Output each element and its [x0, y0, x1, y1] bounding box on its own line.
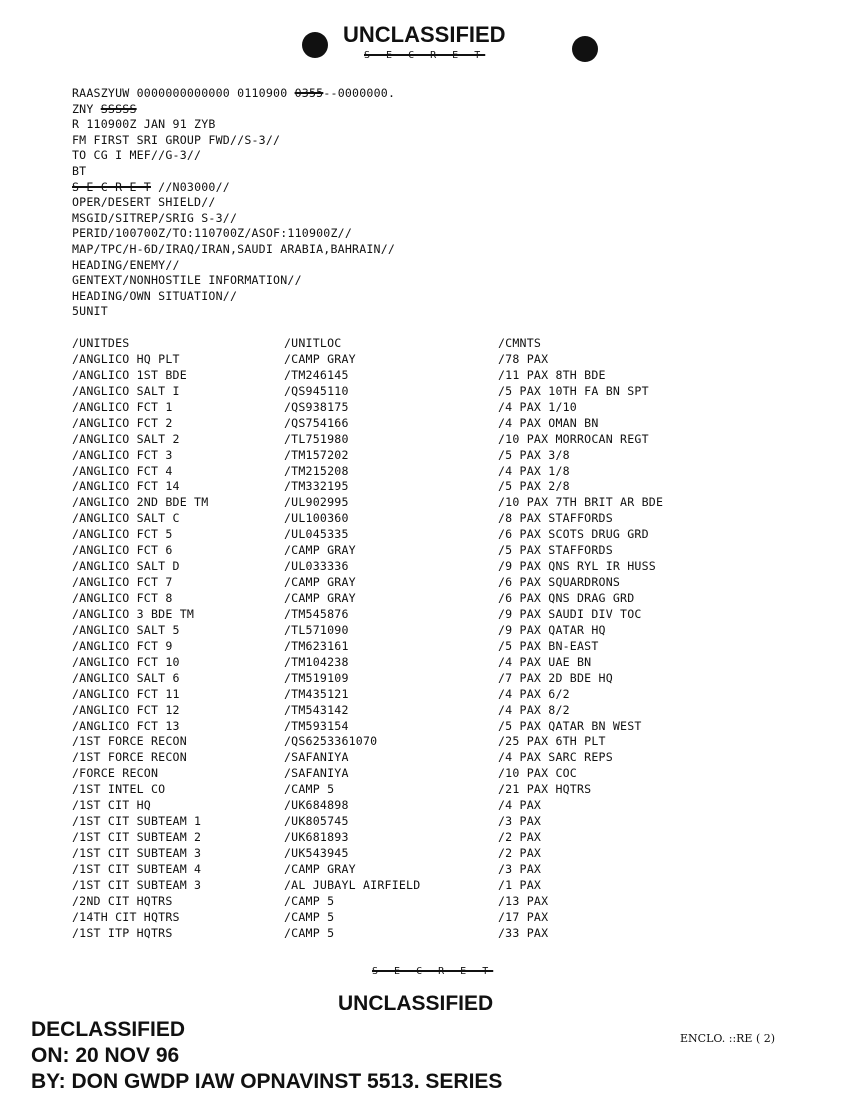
- cell-unitdes: /ANGLICO SALT 5: [72, 622, 180, 637]
- table-row: [72, 862, 758, 878]
- cell-unitdes: /1ST CIT SUBTEAM 3: [72, 877, 202, 892]
- message-line: [72, 242, 395, 258]
- table-row: [72, 464, 758, 480]
- cell-unitloc: /QS938175: [284, 399, 349, 414]
- column-header-unitloc: /UNITLOC: [284, 336, 342, 350]
- cell-cmnts: /33 PAX: [498, 925, 549, 940]
- cell-unitloc: /TM104238: [284, 654, 349, 669]
- table-row: [72, 655, 758, 671]
- table-row: [72, 639, 758, 655]
- cell-unitdes: /1ST CIT SUBTEAM 4: [72, 861, 202, 876]
- cell-unitdes: /ANGLICO 1ST BDE: [72, 367, 187, 382]
- cell-cmnts: /1 PAX: [498, 877, 542, 892]
- cell-unitdes: /ANGLICO FCT 10: [72, 654, 180, 669]
- table-row: [72, 926, 758, 942]
- cell-unitloc: /QS754166: [284, 415, 349, 430]
- unit-table: [72, 336, 758, 942]
- cell-unitloc: /AL JUBAYL AIRFIELD: [284, 877, 421, 892]
- table-row: [72, 543, 758, 559]
- message-line: [72, 211, 395, 227]
- table-row: [72, 575, 758, 591]
- message-line: [72, 117, 395, 133]
- cell-unitloc: /UL045335: [284, 527, 349, 542]
- cell-unitdes: /ANGLICO FCT 5: [72, 527, 173, 542]
- table-row: [72, 687, 758, 703]
- cell-cmnts: /3 PAX: [498, 861, 542, 876]
- cell-unitdes: /ANGLICO FCT 13: [72, 718, 180, 733]
- table-row: [72, 479, 758, 495]
- table-row: [72, 846, 758, 862]
- message-line-text: RAASZYUW 0000000000000 0110900: [72, 86, 295, 100]
- cell-unitloc: /CAMP GRAY: [284, 575, 356, 590]
- table-row: [72, 511, 758, 527]
- redaction-strike: S E C R E T: [72, 179, 151, 194]
- declassified-authority: BY: DON GWDP IAW OPNAVINST 5513. SERIES: [31, 1070, 503, 1093]
- table-row: [72, 878, 758, 894]
- message-line-text: PERID/100700Z/TO:110700Z/ASOF:110900Z//: [72, 226, 353, 241]
- cell-unitloc: /TM435121: [284, 686, 349, 701]
- cell-cmnts: /25 PAX 6TH PLT: [498, 734, 606, 749]
- cell-cmnts: /11 PAX 8TH BDE: [498, 367, 606, 382]
- cell-unitloc: /CAMP GRAY: [284, 543, 356, 558]
- cell-cmnts: /17 PAX: [498, 909, 549, 924]
- message-line: [72, 258, 395, 274]
- cell-cmnts: /5 PAX QATAR BN WEST: [498, 718, 642, 733]
- table-row: [72, 448, 758, 464]
- punch-hole-right: [572, 36, 598, 62]
- cell-cmnts: /5 PAX 2/8: [498, 479, 570, 494]
- table-row: [72, 750, 758, 766]
- table-row: [72, 623, 758, 639]
- message-line-text: MSGID/SITREP/SRIG S-3//: [72, 210, 238, 225]
- cell-cmnts: /6 PAX SCOTS DRUG GRD: [498, 527, 649, 542]
- cell-unitloc: /UK543945: [284, 846, 349, 860]
- table-row: [72, 384, 758, 400]
- message-line-text: 5UNIT: [72, 304, 108, 319]
- cell-unitloc: /TM332195: [284, 479, 349, 494]
- top-classification: UNCLASSIFIED: [343, 22, 506, 47]
- table-row: [72, 559, 758, 575]
- cell-cmnts: /4 PAX 6/2: [498, 686, 570, 701]
- table-row: [72, 910, 758, 926]
- cell-unitdes: /ANGLICO FCT 7: [72, 575, 173, 590]
- cell-cmnts: /7 PAX 2D BDE HQ: [498, 670, 613, 685]
- table-row: [72, 814, 758, 830]
- cell-unitdes: /1ST ITP HQTRS: [72, 925, 173, 940]
- message-line-text: OPER/DESERT SHIELD//: [72, 195, 216, 210]
- table-row: [72, 352, 758, 368]
- cell-unitloc: /CAMP 5: [284, 909, 335, 924]
- cell-unitdes: /1ST CIT SUBTEAM 3: [72, 846, 202, 860]
- message-line-text: R 110900Z JAN 91 ZYB: [72, 117, 216, 132]
- punch-hole-left: [302, 32, 328, 58]
- table-row: [72, 495, 758, 511]
- message-line: [72, 226, 395, 242]
- message-line-text: HEADING/OWN SITUATION//: [72, 288, 238, 303]
- cell-unitdes: /ANGLICO FCT 12: [72, 702, 180, 717]
- cell-unitloc: /CAMP GRAY: [284, 351, 356, 366]
- column-header-cmnts: /CMNTS: [498, 336, 542, 350]
- table-row: [72, 527, 758, 543]
- cell-unitloc: /QS945110: [284, 383, 349, 398]
- cell-cmnts: /8 PAX STAFFORDS: [498, 511, 613, 526]
- cell-unitdes: /ANGLICO SALT C: [72, 511, 180, 526]
- table-row: [72, 432, 758, 448]
- cell-unitdes: /ANGLICO HQ PLT: [72, 351, 180, 366]
- cell-unitdes: /ANGLICO FCT 1: [72, 399, 173, 414]
- cell-unitdes: /ANGLICO FCT 2: [72, 415, 173, 430]
- table-row: [72, 703, 758, 719]
- cell-unitloc: /TM543142: [284, 702, 349, 717]
- cell-unitloc: /CAMP 5: [284, 925, 335, 940]
- cell-cmnts: /13 PAX: [498, 893, 549, 908]
- cell-unitloc: /UK684898: [284, 798, 349, 813]
- message-line: [72, 148, 395, 164]
- message-line: [72, 289, 395, 305]
- table-row: [72, 400, 758, 416]
- cell-unitloc: /CAMP 5: [284, 893, 335, 908]
- message-line: [72, 133, 395, 149]
- declassified-label: DECLASSIFIED: [31, 1018, 186, 1041]
- message-line-text: HEADING/ENEMY//: [72, 257, 180, 272]
- cell-unitloc: /CAMP GRAY: [284, 591, 356, 605]
- cell-unitdes: /ANGLICO FCT 9: [72, 638, 173, 653]
- cell-cmnts: /4 PAX 8/2: [498, 702, 570, 717]
- cell-unitloc: /TM545876: [284, 606, 349, 621]
- cell-unitdes: /ANGLICO SALT I: [72, 383, 180, 398]
- cell-cmnts: /6 PAX QNS DRAG GRD: [498, 591, 635, 605]
- redaction-strike: SSSSS: [100, 101, 137, 116]
- cell-unitdes: /FORCE RECON: [72, 766, 159, 781]
- bottom-classification: UNCLASSIFIED: [338, 992, 494, 1015]
- cell-unitdes: /2ND CIT HQTRS: [72, 893, 173, 908]
- cell-unitloc: /SAFANIYA: [284, 750, 349, 765]
- cell-cmnts: /5 PAX 10TH FA BN SPT: [498, 383, 649, 398]
- table-row: [72, 830, 758, 846]
- cell-unitloc: /UL902995: [284, 495, 349, 510]
- message-line: [72, 180, 395, 196]
- table-body: [72, 352, 758, 942]
- cell-cmnts: /4 PAX OMAN BN: [498, 415, 599, 430]
- cell-unitdes: /1ST CIT HQ: [72, 798, 151, 813]
- table-row: [72, 671, 758, 687]
- cell-unitdes: /1ST INTEL CO: [72, 782, 166, 797]
- message-line: [72, 102, 395, 118]
- cell-unitdes: /1ST FORCE RECON: [72, 734, 187, 749]
- cell-unitloc: /UL033336: [284, 559, 349, 574]
- cell-cmnts: /4 PAX 1/8: [498, 463, 570, 478]
- message-header: [72, 86, 395, 320]
- message-line-text: ZNY: [72, 101, 101, 116]
- table-row: [72, 368, 758, 384]
- cell-cmnts: /2 PAX: [498, 846, 542, 860]
- enclosure-label: ENCLO. ::RE ( 2): [680, 1032, 776, 1045]
- cell-unitdes: /ANGLICO 3 BDE TM: [72, 606, 195, 621]
- cell-unitdes: /ANGLICO SALT D: [72, 559, 180, 574]
- cell-unitloc: /TM593154: [284, 718, 349, 733]
- cell-cmnts: /5 PAX 3/8: [498, 447, 570, 462]
- declassified-date: ON: 20 NOV 96: [31, 1044, 180, 1067]
- message-line-text: BT: [72, 163, 87, 178]
- cell-unitdes: /ANGLICO FCT 3: [72, 447, 173, 462]
- table-row: [72, 766, 758, 782]
- message-line-text: MAP/TPC/H-6D/IRAQ/IRAN,SAUDI ARABIA,BAHRAIN//: [72, 241, 396, 256]
- bottom-secret-strike: S E C R E T: [372, 966, 494, 977]
- table-row: [72, 798, 758, 814]
- cell-unitdes: /ANGLICO FCT 11: [72, 686, 180, 701]
- message-line: [72, 86, 395, 102]
- cell-cmnts: /9 PAX QNS RYL IR HUSS: [498, 559, 656, 574]
- cell-unitloc: /UL100360: [284, 511, 349, 526]
- message-line-suffix: --0000000.: [323, 86, 396, 100]
- cell-unitloc: /SAFANIYA: [284, 766, 349, 781]
- message-line: [72, 195, 395, 211]
- message-line-text: TO CG I MEF//G-3//: [72, 148, 202, 163]
- cell-cmnts: /21 PAX HQTRS: [498, 782, 592, 797]
- message-line-text: FM FIRST SRI GROUP FWD//S-3//: [72, 132, 281, 147]
- top-secret-strike: S E C R E T: [364, 50, 486, 61]
- cell-cmnts: /10 PAX MORROCAN REGT: [498, 431, 649, 446]
- column-header-unitdes: /UNITDES: [72, 336, 130, 350]
- table-row: [72, 591, 758, 607]
- cell-cmnts: /10 PAX COC: [498, 766, 577, 781]
- message-line: [72, 164, 395, 180]
- cell-unitdes: /1ST CIT SUBTEAM 2: [72, 830, 202, 845]
- cell-cmnts: /6 PAX SQUARDRONS: [498, 575, 621, 590]
- cell-cmnts: /4 PAX UAE BN: [498, 654, 592, 669]
- cell-cmnts: /4 PAX: [498, 798, 542, 813]
- table-row: [72, 894, 758, 910]
- cell-unitdes: /ANGLICO FCT 14: [72, 479, 180, 494]
- message-line-text: GENTEXT/NONHOSTILE INFORMATION//: [72, 273, 302, 288]
- cell-unitloc: /TM623161: [284, 638, 349, 653]
- cell-unitdes: /1ST FORCE RECON: [72, 750, 187, 765]
- cell-cmnts: /10 PAX 7TH BRIT AR BDE: [498, 495, 664, 510]
- table-row: [72, 416, 758, 432]
- cell-unitloc: /TM215208: [284, 463, 349, 478]
- cell-unitloc: /TM519109: [284, 670, 349, 685]
- cell-unitdes: /1ST CIT SUBTEAM 1: [72, 814, 202, 829]
- message-line-suffix: //N03000//: [150, 179, 230, 194]
- cell-unitloc: /QS6253361070: [284, 734, 378, 749]
- cell-cmnts: /78 PAX: [498, 351, 549, 366]
- cell-unitdes: /ANGLICO FCT 6: [72, 543, 173, 558]
- table-row: [72, 719, 758, 735]
- cell-unitloc: /TL751980: [284, 431, 349, 446]
- message-line: [72, 304, 395, 320]
- cell-cmnts: /5 PAX STAFFORDS: [498, 543, 613, 558]
- cell-unitdes: /ANGLICO 2ND BDE TM: [72, 495, 209, 510]
- cell-cmnts: /9 PAX SAUDI DIV TOC: [498, 606, 642, 621]
- cell-cmnts: /5 PAX BN-EAST: [498, 638, 599, 653]
- cell-unitdes: /ANGLICO SALT 2: [72, 431, 180, 446]
- table-row: [72, 782, 758, 798]
- cell-unitloc: /CAMP 5: [284, 782, 335, 797]
- table-row: [72, 607, 758, 623]
- cell-unitloc: /CAMP GRAY: [284, 861, 356, 876]
- cell-unitloc: /TM157202: [284, 447, 349, 462]
- cell-cmnts: /9 PAX QATAR HQ: [498, 622, 606, 637]
- table-row: [72, 734, 758, 750]
- cell-unitloc: /UK681893: [284, 830, 349, 845]
- cell-cmnts: /4 PAX SARC REPS: [498, 750, 613, 765]
- cell-unitdes: /14TH CIT HQTRS: [72, 909, 180, 924]
- cell-cmnts: /3 PAX: [498, 814, 542, 829]
- cell-cmnts: /4 PAX 1/10: [498, 399, 577, 414]
- cell-unitloc: /TM246145: [284, 367, 349, 382]
- message-line: [72, 273, 395, 289]
- redaction-strike: 0355: [294, 86, 324, 100]
- cell-unitdes: /ANGLICO FCT 4: [72, 463, 173, 478]
- cell-cmnts: /2 PAX: [498, 830, 542, 845]
- cell-unitdes: /ANGLICO FCT 8: [72, 591, 173, 605]
- table-header-row: [72, 336, 758, 352]
- cell-unitloc: /TL571090: [284, 622, 349, 637]
- cell-unitdes: /ANGLICO SALT 6: [72, 670, 180, 685]
- cell-unitloc: /UK805745: [284, 814, 349, 829]
